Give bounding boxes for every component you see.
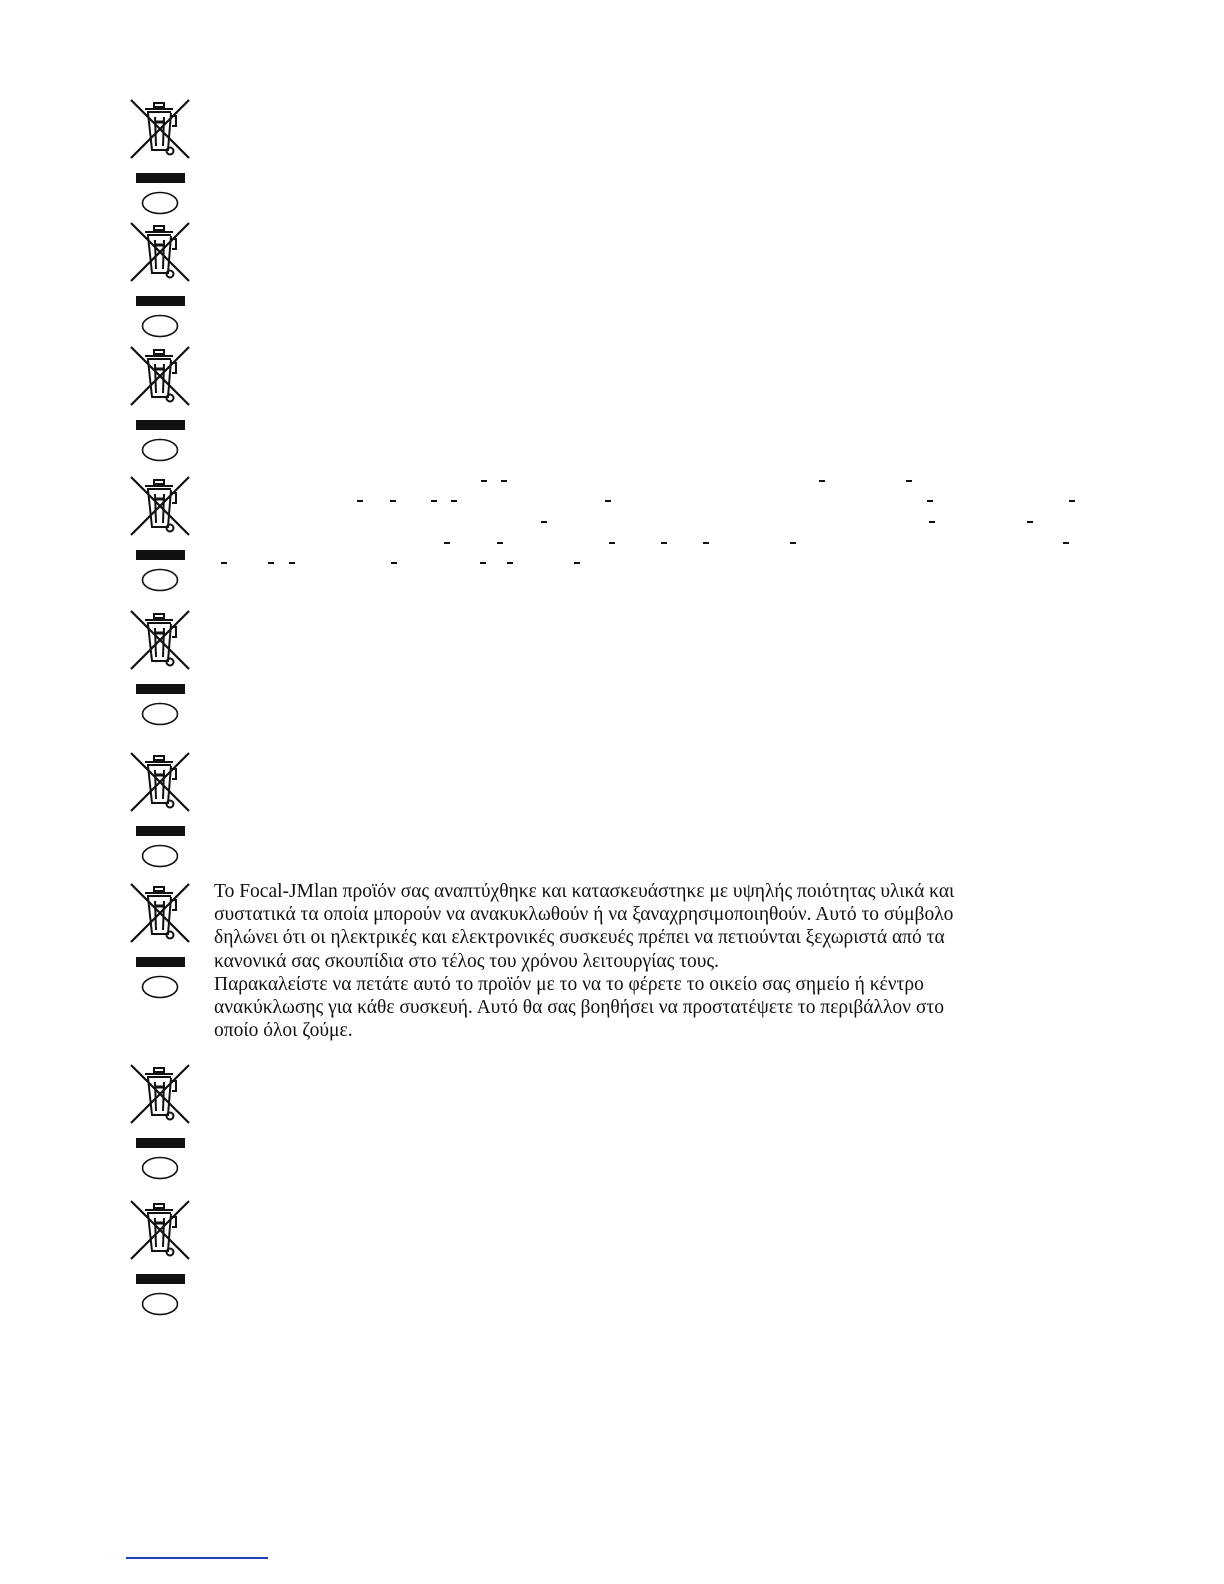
weee-symbol: [127, 751, 191, 871]
notice-line: δηλώνει ότι οι ηλεκτρικές και ελεκτρονικές συσκευές πρέπει να πετιούνται ξεχωριστά από τα: [214, 927, 945, 949]
crossed-bin-icon: [127, 475, 191, 595]
weee-symbol: [127, 98, 191, 218]
crossed-bin-icon: [127, 882, 191, 1002]
weee-symbol: [127, 1063, 191, 1183]
footer-rule: [126, 1557, 268, 1559]
weee-symbol: [127, 1199, 191, 1319]
weee-symbol: [127, 609, 191, 729]
crossed-bin-icon: [127, 221, 191, 341]
crossed-bin-icon: [127, 1063, 191, 1183]
notice-line: οποίο όλοι ζούμε.: [214, 1020, 353, 1042]
notice-line: κανονικά σας σκουπίδια στο τέλος του χρόνου λειτουργίας τους.: [214, 950, 720, 972]
weee-symbol: [127, 882, 191, 1002]
crossed-bin-icon: [127, 1199, 191, 1319]
notice-line: ανακύκλωσης για κάθε συσκευή. Αυτό θα σας βοηθήσει να προστατέψετε το περιβάλλον στο: [214, 997, 944, 1019]
greek-recycling-notice: [214, 880, 1014, 1042]
weee-symbol: [127, 221, 191, 341]
crossed-bin-icon: [127, 98, 191, 218]
weee-symbol: [127, 345, 191, 465]
crossed-bin-icon: [127, 345, 191, 465]
weee-symbol: [127, 475, 191, 595]
notice-line: Παρακαλείστε να πετάτε αυτό το προϊόν με το να το φέρετε το οικείο σας σημείο ή κέντρο: [214, 973, 924, 995]
crossed-bin-icon: [127, 751, 191, 871]
notice-line: Το Focal-JMlan προϊόν σας αναπτύχθηκε και κατασκευάστηκε με υψηλής ποιότητας υλικά και: [214, 881, 955, 902]
crossed-bin-icon: [127, 609, 191, 729]
notice-line: συστατικά τα οποία μπορούν να ανακυκλωθούν ή να ξαναχρησιμοποιηθούν. Αυτό το σύμβολο: [214, 904, 954, 926]
